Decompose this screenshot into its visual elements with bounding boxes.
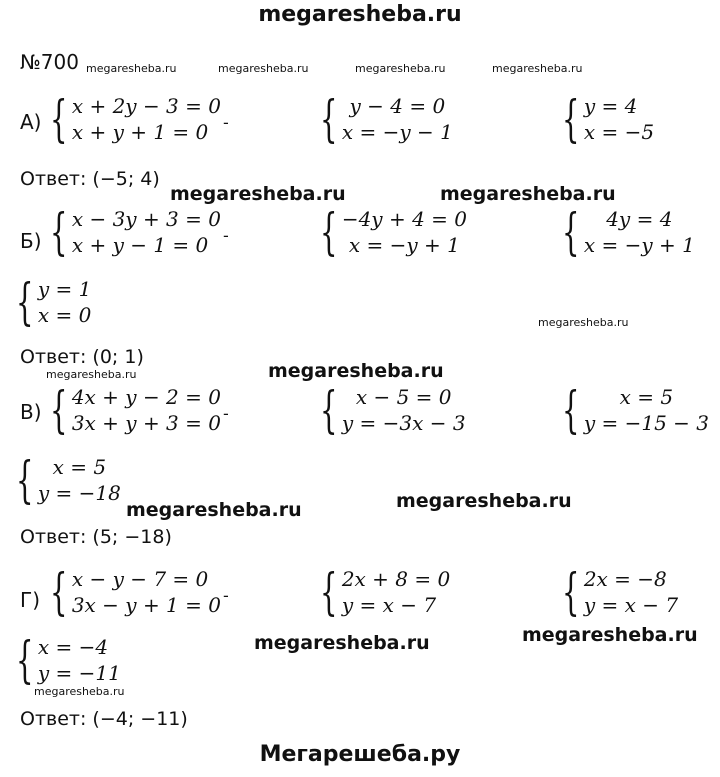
brace-icon: {	[562, 381, 580, 439]
watermark: megaresheba.ru	[254, 632, 430, 654]
system-c-2: { x − 5 = 0 y = −3x − 3	[320, 381, 466, 439]
watermark: megaresheba.ru	[396, 490, 572, 512]
brace-icon: {	[562, 563, 580, 621]
part-label-d: Г)	[20, 588, 40, 612]
system-a-3: { y = 4 x = −5	[562, 90, 655, 148]
answer-a: Ответ: (−5; 4)	[20, 168, 160, 190]
system-d-4: { x = −4 y = −11	[16, 631, 121, 689]
brace-icon: {	[50, 381, 68, 439]
brace-icon: {	[320, 90, 338, 148]
system-b-4: { y = 1 x = 0	[16, 273, 92, 331]
system-d-3: { 2x = −8 y = x − 7	[562, 563, 679, 621]
watermark: megaresheba.ru	[218, 62, 309, 75]
brace-icon: {	[50, 90, 68, 148]
system-c-1: { 4x + y − 2 = 0 3x + y + 3 = 0 -	[50, 381, 229, 439]
brace-icon: {	[50, 563, 68, 621]
watermark: megaresheba.ru	[170, 183, 346, 205]
answer-c: Ответ: (5; −18)	[20, 526, 172, 548]
system-d-1: { x − y − 7 = 0 3x − y + 1 = 0 -	[50, 563, 229, 621]
system-b-1: { x − 3y + 3 = 0 x + y − 1 = 0 -	[50, 203, 229, 261]
watermark: megaresheba.ru	[46, 368, 137, 381]
problem-number: №700	[20, 50, 79, 74]
watermark: megaresheba.ru	[126, 499, 302, 521]
watermark: megaresheba.ru	[268, 360, 444, 382]
brace-icon: {	[16, 631, 34, 689]
part-label-a: А)	[20, 110, 42, 134]
part-label-c: В)	[20, 400, 42, 424]
system-d-2: { 2x + 8 = 0 y = x − 7	[320, 563, 451, 621]
watermark: megaresheba.ru	[86, 62, 177, 75]
part-label-b: Б)	[20, 229, 42, 253]
system-a-1: { x + 2y − 3 = 0 x + y + 1 = 0 -	[50, 90, 229, 148]
watermark: megaresheba.ru	[34, 685, 125, 698]
brace-icon: {	[320, 563, 338, 621]
watermark: megaresheba.ru	[492, 62, 583, 75]
brace-icon: {	[16, 451, 34, 509]
system-b-3: { 4y = 4 x = −y + 1	[562, 203, 695, 261]
site-title-top[interactable]: megaresheba.ru	[258, 2, 462, 27]
system-c-4: { x = 5 y = −18	[16, 451, 121, 509]
system-b-2: { −4y + 4 = 0 x = −y + 1	[320, 203, 467, 261]
brace-icon: {	[562, 90, 580, 148]
system-c-3: { x = 5 y = −15 − 3	[562, 381, 709, 439]
brace-icon: {	[562, 203, 580, 261]
watermark: megaresheba.ru	[522, 624, 698, 646]
brace-icon: {	[320, 381, 338, 439]
system-a-2: { y − 4 = 0 x = −y − 1	[320, 90, 453, 148]
site-title-bottom[interactable]: Мегарешеба.ру	[259, 742, 461, 767]
watermark: megaresheba.ru	[440, 183, 616, 205]
brace-icon: {	[320, 203, 338, 261]
answer-d: Ответ: (−4; −11)	[20, 708, 188, 730]
answer-b: Ответ: (0; 1)	[20, 346, 144, 368]
brace-icon: {	[50, 203, 68, 261]
watermark: megaresheba.ru	[538, 316, 629, 329]
watermark: megaresheba.ru	[355, 62, 446, 75]
brace-icon: {	[16, 273, 34, 331]
